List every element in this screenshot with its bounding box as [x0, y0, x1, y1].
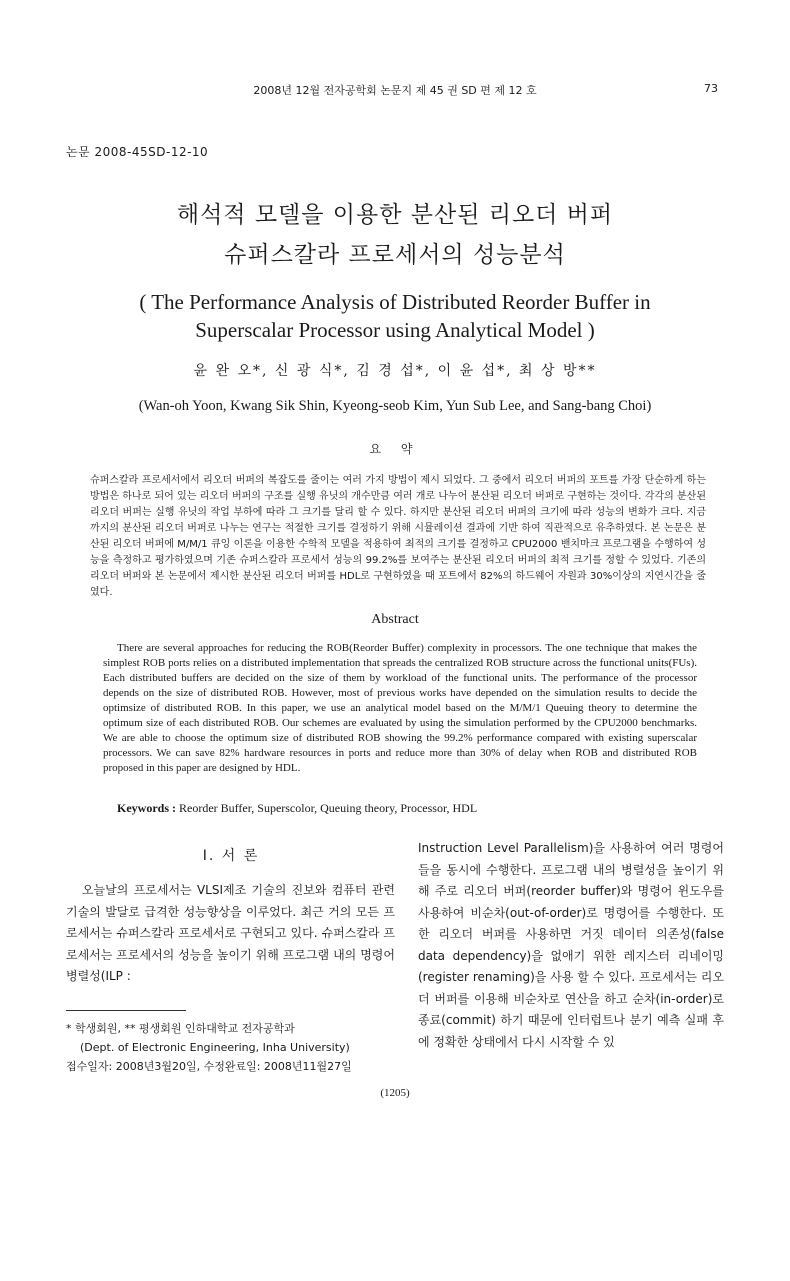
abstract-korean-body: 슈퍼스칼라 프로세서에서 리오더 버퍼의 복잡도를 줄이는 여러 가지 방법이 제시 되었다. 그 중에서 리오더 버퍼의 포트를 가장 단순하게 하는 방법은 하나로 되어 있는 리오더 버퍼의 구조를 실행 유닛의 개수만큼 여러 개로 나누어 분산된 리오더 버퍼로 구현하는 것이다. 각각의 분산된 리오더 버퍼는 실행 유닛의 작업 부하에 따라 그 크기를 달리 할 수 있다. 하지만 분산된 리오더 버퍼의 크기에 따라 성능의 변화가 크다. 지금까지의 분산된 리오더 버퍼로 나누는 연구는 적절한 크기를 결정하기 위해 시뮬레이션 결과에 기반 하여 직관적으로 유추하였다. 본 논문은 분산된 리오더 버퍼에 M/M/1 큐잉 이론을 이용한 수학적 모델을 적용하여 최적의 크기를 결정하고 CPU2000 밴치마크 프로그램을 수행하여 성능을 측정하고 평가하였으며 기존 슈퍼스칼라 프로세서 성능의 99.2%를 보여주는 분산된 리오더 버퍼의 최적 크기를 정할 수 있었다. 기존의 리오더 버퍼와 본 논문에서 제시한 분산된 리오더 버퍼를 HDL로 구현하였을 때 포트에서 82%의 하드웨어 자원과 30%이상의 지연시간을 줄였다.	[90, 475, 706, 598]
folio: (1205)	[380, 1087, 410, 1099]
footnote-affiliation-ko: * 학생회원, ** 평생회원 인하대학교 전자공학과	[66, 1022, 295, 1035]
title-korean-line-1: 해석적 모델을 이용한 분산된 리오더 버퍼	[176, 202, 614, 228]
running-header: 2008년 12월 전자공학회 논문지 제 45 권 SD 편 제 12 호	[253, 84, 537, 97]
keywords	[117, 801, 717, 816]
authors-korean: 윤 완 오*, 신 광 식*, 김 경 섭*, 이 윤 섭*, 최 상 방**	[193, 363, 597, 379]
introduction-left-column: 오늘날의 프로세서는 VLSI제조 기술의 진보와 컴퓨터 관련 기술의 발달로 급격한 성능향상을 이루었다. 최근 거의 모든 프로세서는 슈퍼스칼라 프로세서로 구현되고 있다. 슈퍼스칼라 프로세서는 프로세서의 성능을 높이기 위해 프로그램 내의 명령어 병렬성(ILP :	[66, 883, 395, 983]
footnotes	[66, 1019, 401, 1076]
section-heading-introduction: Ⅰ. 서 론	[202, 848, 260, 864]
abstract-korean-heading: 요 약	[369, 442, 421, 456]
paper-id: 논문 2008-45SD-12-10	[66, 145, 209, 159]
keywords-label: Keywords :	[117, 801, 176, 815]
footnote-affiliation-en: (Dept. of Electronic Engineering, Inha University)	[80, 1041, 350, 1054]
keywords-text: Reorder Buffer, Superscolor, Queuing theory, Processor, HDL	[176, 801, 478, 815]
page-number: 73	[704, 82, 718, 95]
title-korean-line-2: 슈퍼스칼라 프로세서의 성능분석	[224, 242, 566, 268]
footnote-dates: 접수일자: 2008년3월20일, 수정완료일: 2008년11월27일	[66, 1060, 352, 1073]
abstract-english-body: There are several approaches for reducing the ROB(Reorder Buffer) complexity in processors. The one technique that makes the simplest ROB ports relies on a distributed implementation that spreads the centralized ROB structure across the functional units(FUs). Each distributed buffers are decided on the size of them by workload of the functional units. The performance of the processor depends on the size of distributed ROB. However, most of previous works have depended on the simulation results to decide the optimsize of distributed ROB. In this paper, we use an analytical model based on the M/M/1 Queuing theory to determine the optimum size of each distributed ROB. Our schemes are evaluated by using the simulation performed by the CPU2000 benchmarks. We are able to choose the optimum size of distributed ROB showing the 99.2% performance compared with existing superscalar processors. We can save 82% hardware resources in ports and reduce more than 30% of delay when ROB and distributed ROB proposed in this paper are designed by HDL.	[103, 642, 697, 774]
abstract-english-heading: Abstract	[371, 612, 419, 627]
authors-english: (Wan-oh Yoon, Kwang Sik Shin, Kyeong-seob Kim, Yun Sub Lee, and Sang-bang Choi)	[138, 398, 652, 414]
title-english-line-1: ( The Performance Analysis of Distributed Reorder Buffer in	[139, 290, 651, 314]
title-english-line-2: Superscalar Processor using Analytical Model )	[195, 318, 595, 342]
footnote-divider	[66, 1010, 186, 1011]
introduction-right-column: Instruction Level Parallelism)을 사용하여 여러 명령어들을 동시에 수행한다. 프로그램 내의 병렬성을 높이기 위해 주로 리오더 버퍼(reorder buffer)와 명령어 윈도우를 사용하여 비순차(out-of-order)로 명령어를 수행한다. 또한 리오더 버퍼를 사용하면 거짓 데이터 의존성(false data dependency)을 없애기 위한 레지스터 리네이밍(register renaming)을 사용 할 수 있다. 프로세서는 리오더 버퍼를 이용해 비순차로 연산을 하고 순차(in-order)로 종료(commit) 하기 때문에 인터럽트나 분기 예측 실패 후에 정확한 상태에서 다시 시작할 수 있	[418, 841, 724, 1049]
